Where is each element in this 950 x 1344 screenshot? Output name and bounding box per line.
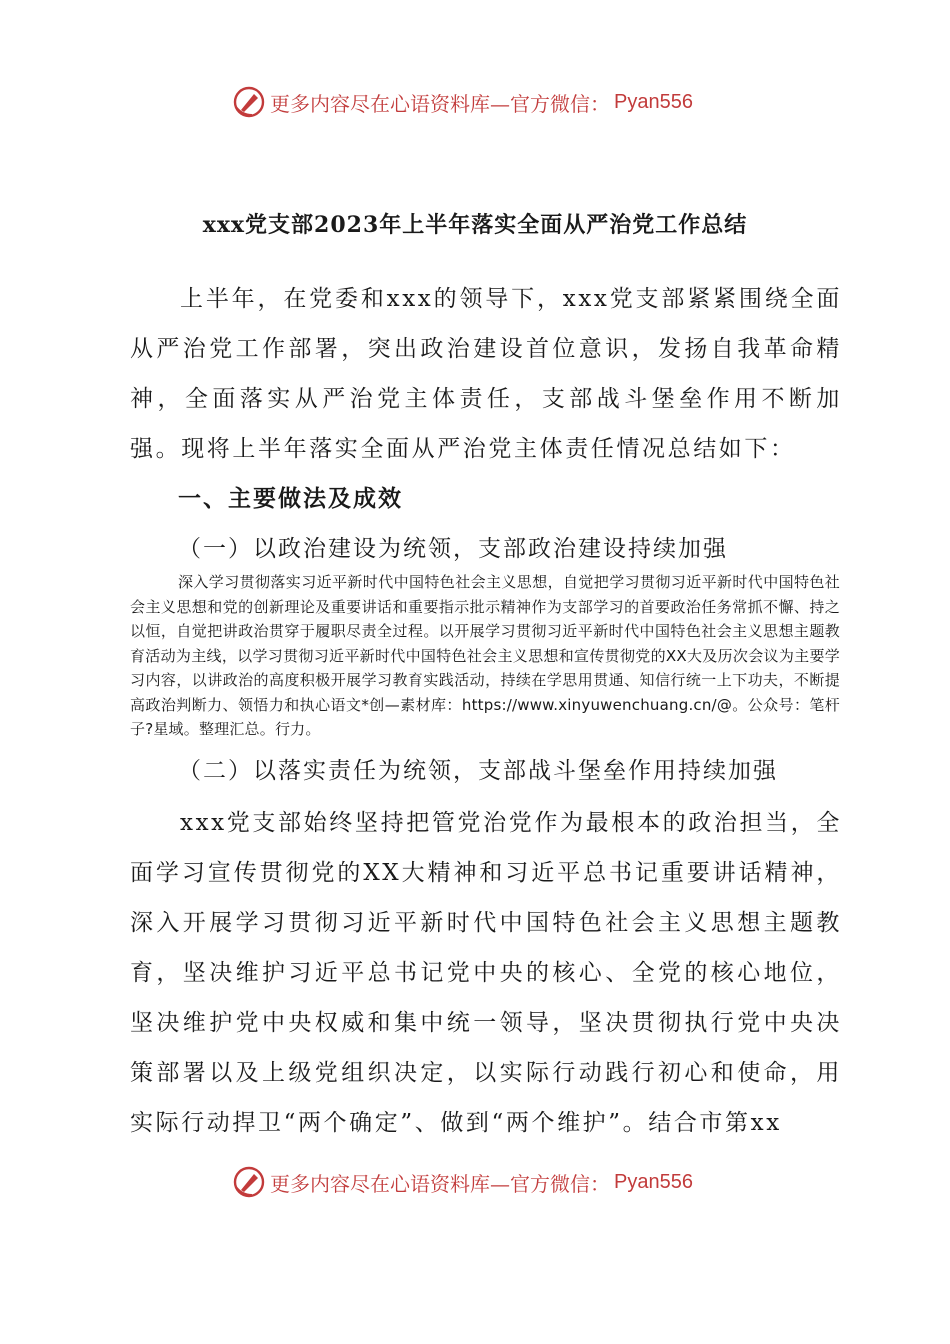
header-banner xyxy=(232,82,693,122)
banner-text: 更多内容尽在心语资料库—官方微信： xyxy=(270,91,610,116)
pen-nib-logo-icon xyxy=(232,85,266,119)
footer-banner xyxy=(232,1162,693,1202)
pen-nib-logo-icon xyxy=(232,1165,266,1199)
document-title: xxx党支部2023年上半年落实全面从严治党工作总结 xyxy=(202,212,748,238)
subsection-heading-2: （二）以落实责任为统领，支部战斗堡垒作用持续加强 xyxy=(178,758,778,784)
intro-paragraph: 上半年，在党委和xxx的领导下，xxx党支部紧紧围绕全面从严治党工作部署，突出政治建设首位意识，发扬自我革命精神，全面落实从严治党主体责任，支部战斗堡垒作用不断加强。现将上半年落实全面从严治党主体责任情况总结如下： xyxy=(130,286,842,462)
subsection-heading-1: （一）以政治建设为统领，支部政治建设持续加强 xyxy=(178,536,728,562)
section-heading-1: 一、主要做法及成效 xyxy=(178,485,403,512)
banner-wechat-id: Pyan556 xyxy=(614,90,693,113)
subsection-1-body: 深入学习贯彻落实习近平新时代中国特色社会主义思想，自觉把学习贯彻习近平新时代中国特色社会主义思想和党的创新理论及重要讲话和重要指示批示精神作为支部学习的首要政治任务常抓不懈、持之以恒，自觉把讲政治贯穿于履职尽责全过程。以开展学习贯彻习近平新时代中国特色社会主义思想主题教育活动为主线，以学习贯彻习近平新时代中国特色社会主义思想和宣传贯彻党的XX大及历次会议为主要学习内容，以讲政治的高度积极开展学习教育实践活动，持续在学思用贯通、知信行统一上下功夫，不断提高政治判断力、领悟力和执心语文*创—素材库：https://www.xinyuwenchuang.cn/@。公众号：笔杆子?星域。整理汇总。行力。 xyxy=(130,573,840,738)
subsection-2-body: xxx党支部始终坚持把管党治党作为最根本的政治担当，全面学习宣传贯彻党的XX大精神和习近平总书记重要讲话精神，深入开展学习贯彻习近平新时代中国特色社会主义思想主题教育，坚决维护习近平总书记党中央的核心、全党的核心地位，坚决维护党中央权威和集中统一领导，坚决贯彻执行党中央决策部署以及上级党组织决定，以实际行动践行初心和使命，用实际行动捍卫“两个确定”、做到“两个维护”。结合市第xx xyxy=(130,810,842,1136)
banner-wechat-id: Pyan556 xyxy=(614,1170,693,1193)
banner-text: 更多内容尽在心语资料库—官方微信： xyxy=(270,1171,610,1196)
